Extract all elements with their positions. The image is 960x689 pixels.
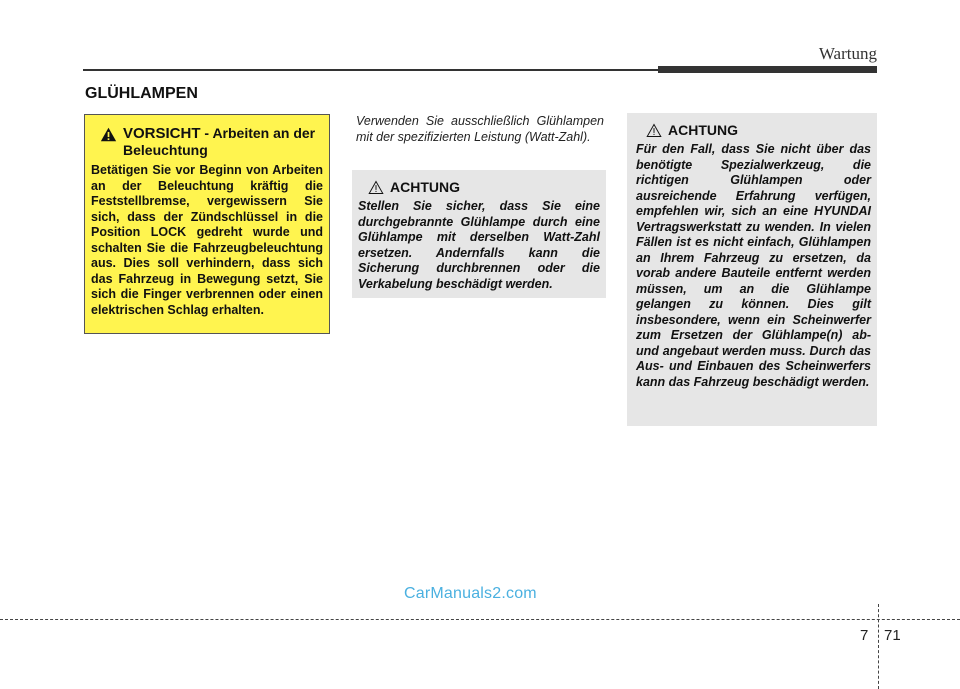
vorsicht-body: Betätigen Sie vor Beginn von Arbeiten an der Beleuchtung kräftig die Feststellbremse, vergewissern Sie sich, dass der Zündschlüssel in die Position LOCK gedreht wurde und schalten Sie die Fahrzeugbeleuchtung aus. Dies soll verhindern, dass sich das Fahrzeug in Bewegung setzt, Sie sich die Finger verbrennen oder einen elektrischen Schlag erhalten. [91,163,323,317]
watermark-link[interactable]: CarManuals2.com [404,585,537,602]
vorsicht-title-sub: - Arbeiten an der Beleuchtung [123,125,316,158]
achtung-box-2 [627,113,877,426]
achtung-header-2 [636,122,871,138]
achtung-body-2: Für den Fall, dass Sie nicht über das benötigte Spezialwerkzeug, die richtigen Glühlampen oder ausreichende Erfahrung verfügen, empfehlen wir, sich an eine HYUNDAI Vertragswerkstatt zu wenden. In vielen Fällen ist es nicht einfach, Glühlampen an Ihrem Fahrzeug zu ersetzen, da vorab andere Bauteile entfernt werden müssen, um an die Glühlampe gelangen zu können. Dies gilt insbesondere, wenn ein Scheinwerfer zum Ersetzen der Glühlampe(n) ab- und angebaut werden muss. Durch das Aus- und Einbauen des Scheinwerfers kann das Fahrzeug beschädigt werden. [636,142,871,389]
page-number: 71 [884,627,901,644]
achtung-body-1: Stellen Sie sicher, dass Sie eine durchgebrannte Glühlampe durch eine Glühlampe mit derselben Watt-Zahl ersetzen. Andernfalls kann die Sicherung durchbrennen oder die Verkabelung beschädigt werden. [358,199,600,291]
footer-vertical-rule [878,604,879,689]
achtung-title-1: ACHTUNG [390,179,460,195]
achtung-box-1 [352,170,606,298]
vorsicht-title [123,125,323,159]
vorsicht-box [84,114,330,334]
achtung-title-2: ACHTUNG [668,122,738,138]
warning-triangle-outline-icon [368,180,384,195]
chapter-number: 7 [860,627,869,644]
footer-dashed-rule [0,619,960,620]
vorsicht-header [91,125,323,159]
header-bar [658,66,877,73]
warning-triangle-outline-icon [646,123,662,138]
vorsicht-title-main: VORSICHT [123,125,201,142]
warning-triangle-solid-icon [100,126,117,143]
section-header-title: Wartung [818,44,877,63]
achtung-header-1 [358,179,600,195]
page-title: GLÜHLAMPEN [85,85,198,102]
intro-text: Verwenden Sie ausschließlich Glühlampen mit der spezifizierten Leistung (Watt-Zahl). [356,114,604,144]
header-rule [83,69,658,71]
